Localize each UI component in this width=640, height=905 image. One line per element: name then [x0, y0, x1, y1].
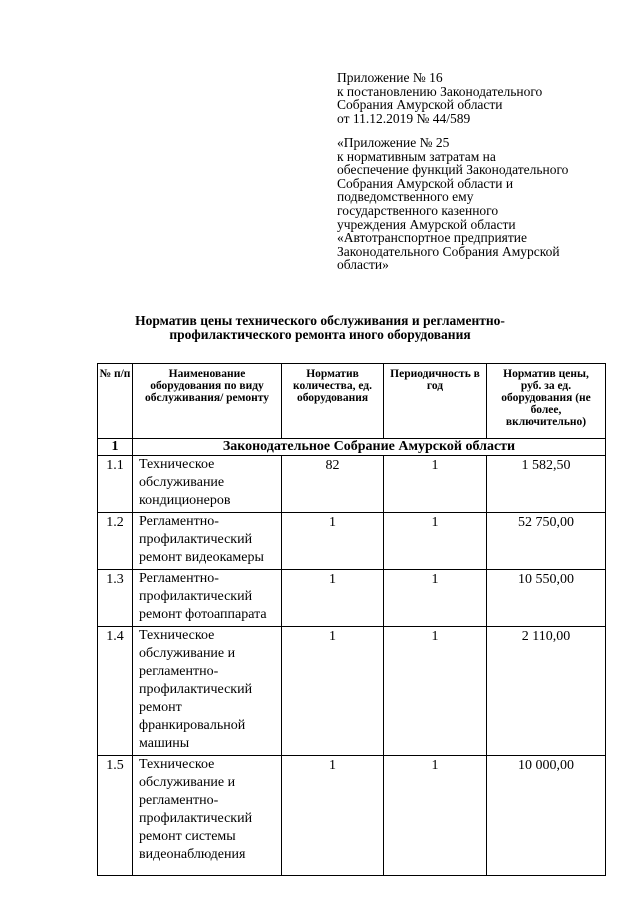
header-qty: Норматив количества, ед. оборудования — [282, 364, 384, 439]
header-name: Наименование оборудования по виду обслуживания/ ремонту — [133, 364, 282, 439]
row-num: 1.3 — [98, 570, 133, 627]
table-group-row — [98, 439, 606, 456]
group-title: Законодательное Собрание Амурской области — [133, 439, 606, 456]
row-name: Регламентно-профилактический ремонт видеокамеры — [133, 513, 282, 570]
row-name: Техническое обслуживание кондиционеров — [133, 456, 282, 513]
group-num: 1 — [98, 439, 133, 456]
row-name: Техническое обслуживание и регламентно-профилактический ремонт франкировальной машины — [133, 627, 282, 756]
header-price: Норматив цены, руб. за ед. оборудования (не более, включительно) — [487, 364, 606, 439]
appendix-line: обеспечение функций Законодательного — [337, 162, 569, 178]
row-period: 1 — [384, 756, 487, 876]
row-period: 1 — [384, 513, 487, 570]
price-norm-table — [97, 363, 606, 876]
appendix-line: Собрания Амурской области и — [337, 175, 514, 191]
row-period: 1 — [384, 570, 487, 627]
appendix-line: государственного казенного — [337, 202, 499, 218]
document-title — [60, 314, 580, 342]
row-period: 1 — [384, 456, 487, 513]
appendix-line: области» — [337, 257, 389, 273]
row-num: 1.5 — [98, 756, 133, 876]
row-qty: 82 — [282, 456, 384, 513]
row-price: 10 550,00 — [487, 570, 606, 627]
appendix-line: «Автотранспортное предприятие — [337, 230, 527, 246]
appendix-line: к постановлению Законодательного — [337, 83, 543, 99]
row-period: 1 — [384, 627, 487, 756]
appendix-reference-block — [337, 71, 542, 125]
table-row — [98, 627, 606, 756]
appendix-line: «Приложение № 25 — [337, 135, 450, 150]
row-qty: 1 — [282, 513, 384, 570]
row-num: 1.2 — [98, 513, 133, 570]
row-price: 1 582,50 — [487, 456, 606, 513]
header-num: № п/п — [98, 364, 133, 439]
row-name: Регламентно-профилактический ремонт фотоаппарата — [133, 570, 282, 627]
row-price: 2 110,00 — [487, 627, 606, 756]
row-qty: 1 — [282, 570, 384, 627]
appendix-line: от 11.12.2019 № 44/589 — [337, 110, 471, 126]
row-num: 1.1 — [98, 456, 133, 513]
table-row — [98, 756, 606, 876]
appendix-nested-reference-block — [337, 136, 568, 272]
appendix-line: Приложение № 16 — [337, 70, 443, 85]
row-qty: 1 — [282, 627, 384, 756]
appendix-line: Собрания Амурской области — [337, 97, 503, 113]
row-num: 1.4 — [98, 627, 133, 756]
title-line-2: профилактического ремонта иного оборудования — [169, 327, 471, 342]
appendix-line: Законодательного Собрания Амурской — [337, 243, 560, 259]
row-name: Техническое обслуживание и регламентно-профилактический ремонт системы видеонаблюдения — [133, 756, 282, 876]
table-row — [98, 456, 606, 513]
row-qty: 1 — [282, 756, 384, 876]
row-price: 52 750,00 — [487, 513, 606, 570]
table-row — [98, 570, 606, 627]
title-line-1: Норматив цены технического обслуживания и регламентно- — [135, 313, 505, 328]
header-period: Периодичность в год — [384, 364, 487, 439]
appendix-line: подведомственного ему — [337, 189, 474, 205]
table-header-row — [98, 364, 606, 439]
appendix-line: к нормативным затратам на — [337, 148, 496, 164]
row-price: 10 000,00 — [487, 756, 606, 876]
table-row — [98, 513, 606, 570]
appendix-line: учреждения Амурской области — [337, 216, 516, 232]
